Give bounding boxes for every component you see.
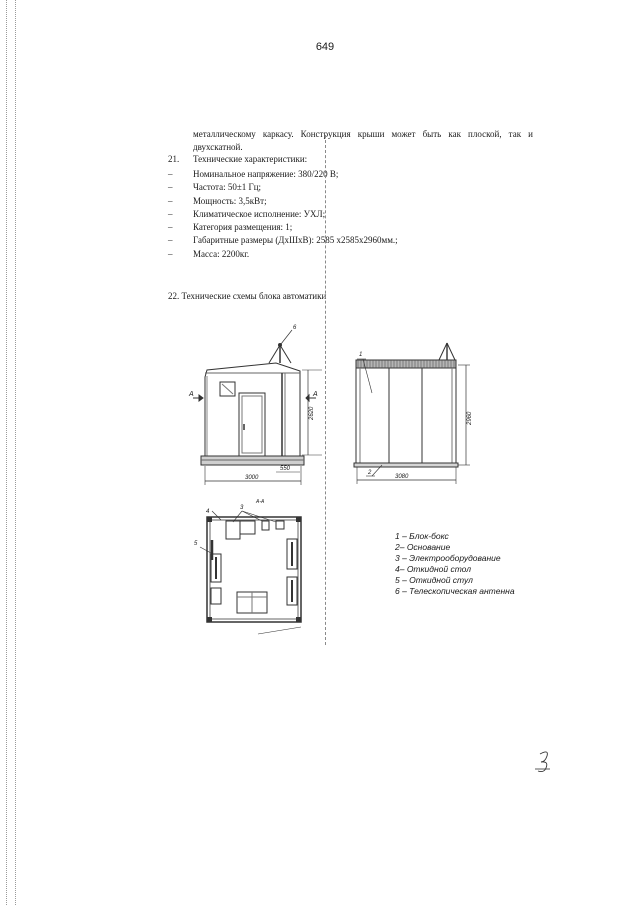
callout-2: 2 (368, 470, 372, 476)
section-title: 22. Технические схемы блока автоматики (168, 291, 327, 301)
dimension-width: 3000 (245, 475, 259, 481)
dimension-side-height: 2960 (467, 411, 473, 425)
legend (395, 531, 515, 597)
dimension-height: 2620 (309, 406, 315, 420)
spec-item: – Частота: 50±1 Гц; (168, 182, 262, 193)
legend-item: 2– Основание (395, 542, 451, 552)
legend-item: 3 – Электрооборудование (395, 553, 501, 563)
callout-6: 6 (293, 325, 297, 331)
callout-3: 3 (240, 505, 244, 511)
legend-item: 5 – Откидной стул (395, 575, 473, 585)
intro-paragraph: металлическому каркасу. Конструкция крыши может быть как плоской, так и двухскатной. (193, 129, 533, 152)
page-number: 649 (315, 41, 335, 53)
view-mark-a-left: А (189, 391, 194, 398)
spec-item: – Габаритные размеры (ДхШхВ): 2585 х2585х2960мм.; (168, 235, 398, 246)
section-title: Технические характеристики: (193, 154, 308, 164)
dimension-offset: 550 (280, 466, 291, 472)
handwritten-mark (535, 752, 550, 772)
legend-item: 4– Откидной стол (395, 564, 472, 574)
callout-5: 5 (194, 541, 198, 547)
side-view (354, 343, 473, 484)
spec-item: – Климатическое исполнение: УХЛ; (168, 208, 326, 219)
callout-4: 4 (206, 509, 210, 515)
section-number: 21. (168, 154, 180, 164)
spec-item: – Масса: 2200кг. (168, 248, 250, 259)
spec-item: – Категория размещения: 1; (168, 222, 293, 233)
legend-item: 6 – Телескопическая антенна (395, 586, 515, 596)
plan-view (194, 499, 301, 634)
dimension-side-width: 3080 (395, 474, 409, 480)
callout-1: 1 (359, 352, 363, 358)
section-mark-aa: А-А (256, 499, 265, 505)
front-door (239, 393, 265, 456)
spec-item: – Номинальное напряжение: 380/220 В; (168, 169, 339, 179)
legend-item: 1 – Блок-бокс (395, 531, 449, 541)
view-mark-a-right: А (313, 391, 318, 398)
spec-item: – Мощность: 3,5кВт; (168, 195, 267, 206)
front-view (188, 325, 322, 485)
